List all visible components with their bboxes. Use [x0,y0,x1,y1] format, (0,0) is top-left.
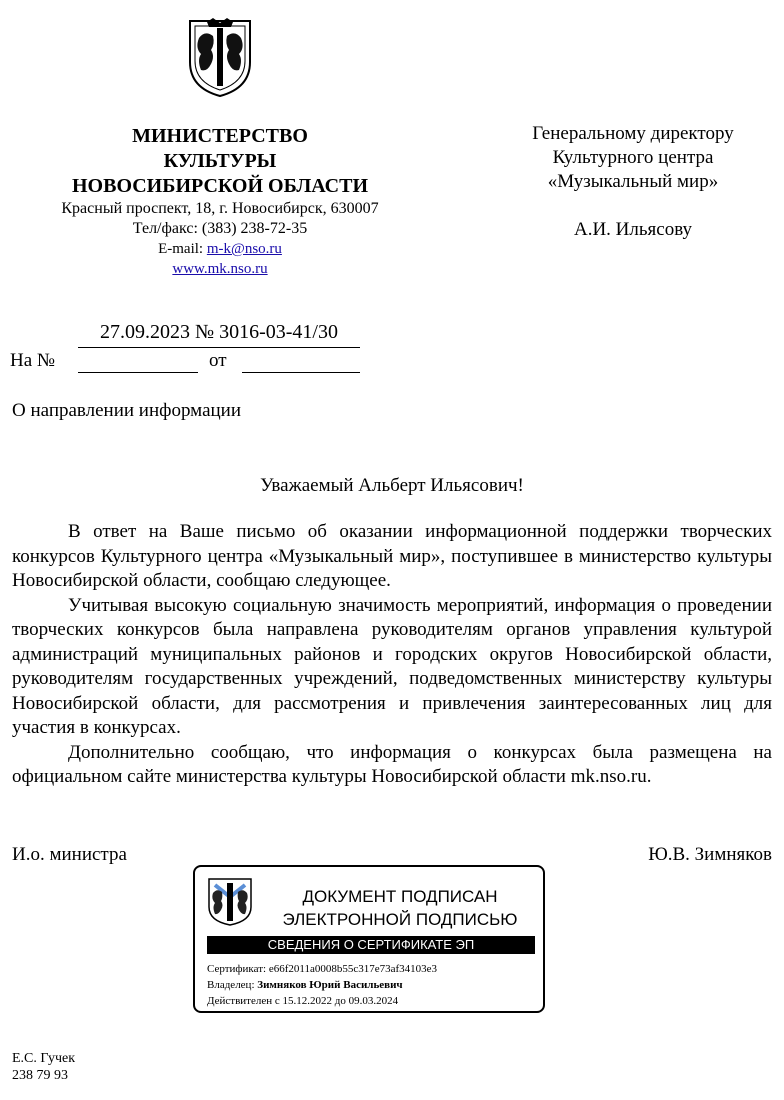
letter-body [12,520,772,790]
body-paragraph: В ответ на Ваше письмо об оказании информационной поддержки творческих конкурсов Культурного центра «Музыкальный мир», поступившее в министерство культуры Новосибирской области, сообщаю следующее. [12,521,772,591]
coat-of-arms-emblem [187,18,253,98]
owner-name: Зимняков Юрий Васильевич [257,979,403,991]
stamp-title-line: ЭЛЕКТРОННОЙ ПОДПИСЬЮ [282,910,518,929]
org-name-line: НОВОСИБИРСКОЙ ОБЛАСТИ [71,175,369,197]
outgoing-number: 27.09.2023 № 3016-03-41/30 [78,320,360,348]
certificate-info-bar: СВЕДЕНИЯ О СЕРТИФИКАТЕ ЭП [207,936,535,954]
org-name-line: КУЛЬТУРЫ [163,150,277,172]
signer-position: И.о. министра [12,844,127,865]
email-label: E-mail: [158,241,204,257]
ministry-header [20,124,420,279]
org-website-line [20,259,420,279]
addressee-block [488,122,778,242]
addressee-line: Культурного центра [552,147,714,168]
org-email-line [20,239,420,259]
addressee-line: Генеральному директору [532,123,734,144]
executor-block [12,1050,75,1084]
stamp-emblem-icon [207,877,253,927]
org-name-line: МИНИСТЕРСТВО [132,125,308,147]
incoming-number-blank [78,372,198,373]
body-paragraph: Учитывая высокую социальную значимость мероприятий, информация о проведении творческих конкурсов была направлена руководителям органов управления культурой администраций муниципальных районов и городских округов Новосибирской области, руководителям государственных учреждений, подведомственных министерству культуры Новосибирской области, для рассмотрения и привлечения заинтересованных лиц для участия в конкурсах. [12,594,772,738]
addressee-name: А.И. Ильясову [573,219,693,240]
certificate-label: Сертификат: [207,963,267,975]
body-paragraph: Дополнительно сообщаю, что информация о конкурсах была размещена на официальном сайте министерства культуры Новосибирской области mk.nso.ru. [12,741,772,787]
owner-line [207,977,437,993]
addressee-line: «Музыкальный мир» [547,171,719,192]
signer-name: Ю.В. Зимняков [648,844,772,865]
incoming-number-label: На № [10,350,56,371]
letter-greeting: Уважаемый Альберт Ильясович! [260,475,524,496]
email-link[interactable]: m-k@nso.ru [206,241,282,257]
executor-name: Е.С. Гучек [12,1051,76,1066]
incoming-date-label: от [209,350,227,371]
validity-line: Действителен с 15.12.2022 до 09.03.2024 [207,995,399,1007]
certificate-details [207,961,437,1009]
owner-label: Владелец: [207,979,255,991]
org-phone: Тел/факс: (383) 238-72-35 [132,220,308,237]
stamp-title [265,885,535,931]
stamp-title-line: ДОКУМЕНТ ПОДПИСАН [302,887,498,906]
letter-subject: О направлении информации [12,400,242,421]
website-link[interactable]: www.mk.nso.ru [172,261,268,277]
electronic-signature-stamp [193,865,545,1013]
executor-phone: 238 79 93 [12,1068,68,1083]
certificate-number: e66f2011a0008b55c317e73af34103e3 [268,963,438,975]
incoming-date-blank [242,372,360,373]
org-address: Красный проспект, 18, г. Новосибирск, 630007 [61,200,379,217]
certificate-line [207,961,437,977]
